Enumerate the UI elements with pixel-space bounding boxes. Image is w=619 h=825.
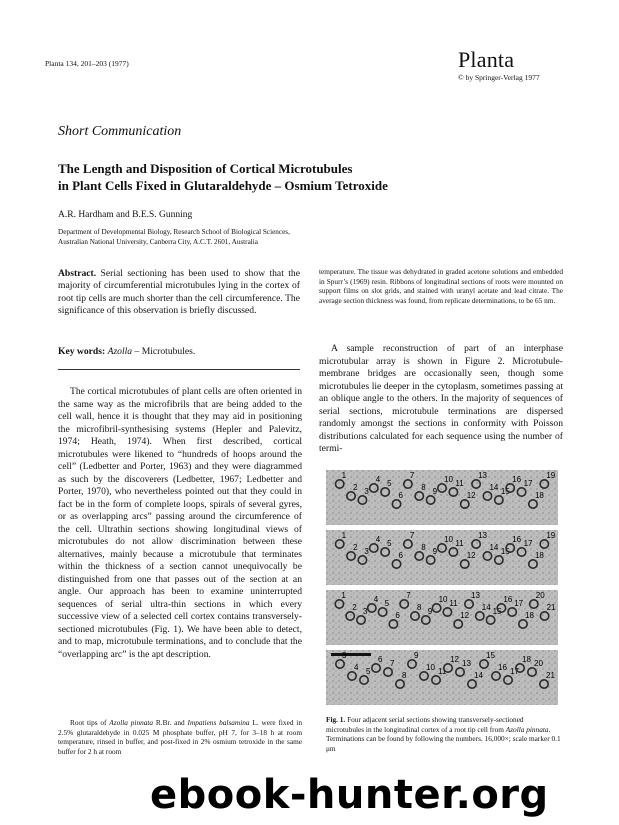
microtubule-number-label: 10 (426, 663, 435, 672)
microtubule-number-label: 18 (522, 655, 531, 664)
keywords (58, 346, 300, 357)
figure-1-micrograph (326, 470, 558, 705)
microtubule-number-label: 2 (353, 483, 358, 492)
microtubule-number-label: 4 (354, 663, 359, 672)
microtubule-number-label: 21 (546, 671, 555, 680)
copyright-notice: © by Springer-Verlag 1977 (458, 73, 540, 82)
microtubule-number-label: 15 (500, 547, 510, 556)
microtubule-number-label: 4 (375, 475, 381, 484)
microtubule-number-label: 14 (489, 483, 499, 492)
microtubule-number-label: 8 (421, 483, 426, 492)
microtubule-number-label: 14 (489, 543, 499, 552)
microtubule-number-label: 20 (535, 591, 545, 600)
microtubule-number-label: 19 (546, 531, 556, 540)
species-azolla: Azolla pinnata (109, 718, 154, 727)
title-line-1: The Length and Disposition of Cortical Microtubules (58, 161, 353, 176)
microtubule-number-label: 14 (481, 603, 491, 612)
microtubule-number-label: 18 (534, 491, 544, 500)
microtubule-number-label: 15 (500, 487, 510, 496)
microtubule-number-label: 17 (510, 667, 519, 676)
microtubule-number-label: 7 (409, 531, 415, 540)
microtubule-number-label: 19 (546, 471, 556, 480)
abstract-text: Serial sectioning has been used to show that the majority of circumferential microtubules lying in the cortex of root tip cells are much shorter than the cell circumference. The significance of this observation is briefly discussed. (58, 268, 300, 317)
microtubule-number-label: 17 (523, 539, 533, 548)
microtubule-number-label: 13 (471, 591, 480, 600)
microtubule-number-label: 11 (455, 539, 464, 548)
affiliation-line-2: Australian National University, Canberra City, A.C.T. 2601, Australia (58, 237, 258, 246)
microtubule-number-label: 6 (398, 491, 403, 500)
caption-text-2: . Terminations can be found by following the numbers. 16,000×; scale marker 0.1 μm (326, 724, 561, 753)
microtubule-number-label: 12 (460, 611, 470, 620)
microtubule-number-label: 18 (525, 611, 534, 620)
scale-marker (331, 653, 371, 656)
methods-text-right: temperature. The tissue was dehydrated in graded acetone solutions and embedded in Spurr’s (1969) resin. Ribbons of longitudinal sections of roots were mounted on support films on slot grids, and stained with uranyl acetate and lead citrate. The average section thickness was found, from replicate determinations, to be 65 nm. (319, 267, 563, 305)
microtubule-number-label: 12 (466, 491, 476, 500)
microtubule-number-label: 2 (352, 603, 357, 612)
results-paragraph: A sample reconstruction of part of an interphase microtubular array is shown in Figure 2. Microtubule-membrane bridges are occasionally seen, though some microtubules lie deeper in the cytoplasm, sometimes passing at an oblique angle to the others. In the majority of sequences of serial sections, microtubule terminations are dispersed randomly amongst the sections in conformity with Poisson distributions calculated for each sequence using the number of termi- (319, 343, 563, 454)
microtubule-number-label: 20 (534, 659, 543, 668)
journal-logo: Planta (458, 47, 515, 72)
microtubule-number-label: 3 (364, 487, 369, 496)
microtubule-number-label: 14 (474, 671, 483, 680)
microtubule-number-label: 11 (449, 599, 458, 608)
caption-label: Fig. 1. (326, 715, 346, 724)
methods-p3: L. were fixed in 2.5% glutaraldehyde in 0.025 M phosphate buffer, pH 7, for 3–18 h at room temperature, rinsed in buffer, and post-fixed in 2% osmium tetroxide in the same buffer for 2 h at room (58, 718, 302, 756)
microtubule-number-label: 17 (523, 479, 533, 488)
microtubule-number-label: 9 (414, 651, 419, 660)
microtubule-number-label: 9 (432, 547, 438, 556)
methods-text-left (58, 718, 302, 756)
microtubule-number-label: 21 (546, 603, 556, 612)
microtubule-number-label: 16 (512, 475, 522, 484)
microtubule-number-label: 10 (444, 475, 453, 484)
authors: A.R. Hardham and B.E.S. Gunning (58, 210, 193, 220)
microtubule-number-label: 13 (478, 471, 488, 480)
microtubule-number-label: 4 (375, 535, 381, 544)
body-text-right (319, 343, 563, 456)
title-line-2: in Plant Cells Fixed in Glutaraldehyde – Osmium Tetroxide (58, 178, 388, 193)
abstract-label: Abstract. (58, 268, 97, 279)
microtubule-number-label: 6 (398, 551, 403, 560)
microtubule-number-label: 3 (363, 607, 368, 616)
microtubule-number-label: 16 (498, 663, 507, 672)
microtubule-number-label: 7 (390, 659, 395, 668)
methods-p2: R.Br. and (153, 718, 188, 727)
microtubule-number-label: 16 (512, 535, 522, 544)
microtubule-number-label: 15 (492, 607, 502, 616)
figure-caption (326, 715, 562, 753)
affiliation-line-1: Department of Developmental Biology, Research School of Biological Sciences, (58, 228, 290, 236)
microtubule-number-label: 5 (366, 667, 371, 676)
microtubule-number-label: 1 (341, 531, 347, 540)
microtubule-number-label: 1 (341, 591, 346, 600)
microtubule-number-label: 3 (342, 651, 347, 660)
divider-rule (58, 369, 300, 370)
microtubule-number-label: 7 (406, 591, 411, 600)
microtubule-number-label: 2 (353, 543, 358, 552)
microtubule-number-label: 10 (444, 535, 453, 544)
microtubule-number-label: 5 (387, 539, 392, 548)
microtubule-number-label: 6 (378, 655, 383, 664)
microtubule-number-label: 5 (387, 479, 392, 488)
abstract (58, 268, 300, 318)
microtubule-number-label: 8 (402, 671, 407, 680)
caption-species: Azolla pinnata (505, 724, 549, 734)
keywords-label: Key words: (58, 346, 106, 357)
microtubule-number-label: 12 (450, 655, 459, 664)
section-label: Short Communication (58, 124, 182, 139)
microtubule-number-label: 13 (478, 531, 488, 540)
microtubule-number-label: 11 (438, 667, 447, 676)
microtubule-number-label: 16 (503, 595, 513, 604)
paper-title (58, 160, 528, 194)
caption-text-1: Four adjacent serial sections showing transversely-sectioned microtubules in the longitudinal cortex of a root tip cell from (326, 715, 524, 734)
microtubule-number-label: 3 (364, 547, 369, 556)
microtubule-number-label: 8 (417, 603, 422, 612)
keyword-rest: – Microtubules. (132, 346, 196, 357)
methods-p1: Root tips of (70, 718, 110, 727)
microtubule-number-label: 10 (438, 595, 448, 604)
microtubule-number-label: 11 (455, 479, 464, 488)
microtubule-number-label: 1 (341, 471, 347, 480)
affiliation (58, 228, 378, 247)
microtubule-number-label: 17 (514, 599, 524, 608)
microtubule-number-label: 15 (486, 651, 495, 660)
microtubule-number-label: 6 (395, 611, 400, 620)
microtubule-number-label: 12 (466, 551, 476, 560)
microtubule-number-label: 13 (462, 659, 471, 668)
microtubule-number-label: 9 (432, 487, 438, 496)
watermark: ebook-hunter.org (150, 772, 549, 818)
keyword-azolla: Azolla (107, 346, 133, 357)
species-impatiens: Impatiens balsamina (187, 718, 250, 727)
journal-citation: Planta 134, 201–203 (1977) (45, 59, 129, 68)
intro-paragraph: The cortical microtubules of plant cells are often oriented in the same way as the microfibrils that are being added to the cell wall, hence it is thought that they may aid in positioning the microfibril-synthesising systems (Hepler and Palevitz, 1974; Heath, 1974). When first described, cortical microtubules were likened to “hundreds of hoops around the cell” (Ledbetter and Porter, 1963) and they were diagrammed as such by the discoverers (Ledbetter, 1967; Ledbetter and Porter, 1970), who nevertheless pointed out that they could in fact be in the form of complete loops, spirals of several gyres, or as overlapping arcs” passing around the circumference of the cell. Ultrathin sections showing longitudinal views of microtubules do not allow discrimination between these alternatives, mainly because a microtubule that terminates within the thickness of a section cannot unequivocally be distinguished from one that passes out of the section at an angle. Our approach has been to examine uninterrupted sequences of serial ultra-thin sections in which every successive view of a selected cell cortex contains transversely-sectioned microtubules (Fig. 1). We have been able to detect, and to map, microtubule terminations, and to conclude that the “overlapping arc” is the apt description. (58, 386, 302, 660)
microtubule-number-label: 9 (427, 607, 433, 616)
body-text-left (58, 386, 302, 661)
microtubule-number-label: 18 (534, 551, 544, 560)
microtubule-number-label: 5 (384, 599, 390, 608)
microtubule-number-label: 7 (409, 471, 415, 480)
microtubule-number-label: 8 (421, 543, 426, 552)
microtubule-number-label: 4 (373, 595, 379, 604)
